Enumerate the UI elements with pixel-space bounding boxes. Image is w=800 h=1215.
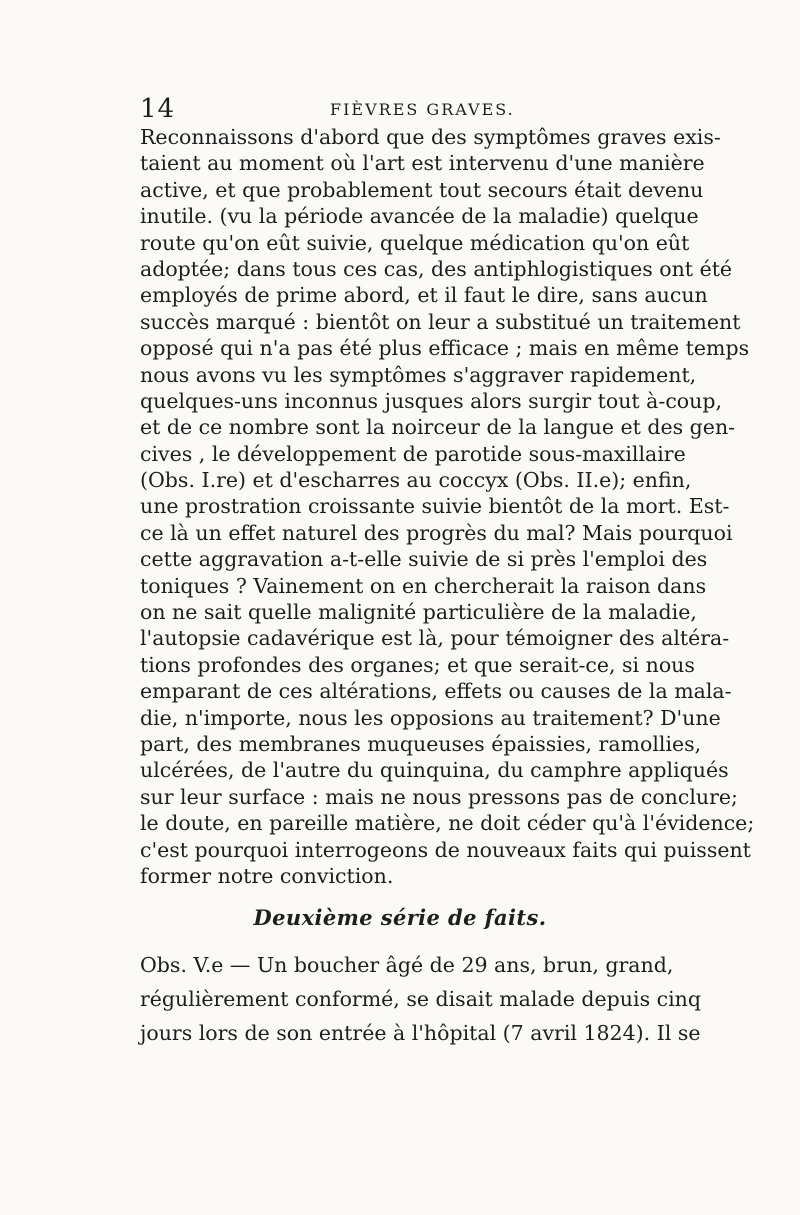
text-line: et de ce nombre sont la noirceur de la langue et des gen- [140,415,736,440]
page-header [140,94,660,128]
text-line: ulcérées, de l'autre du quinquina, du camphre appliqués [140,758,729,783]
text-line: adoptée; dans tous ces cas, des antiphlogistiques ont été [140,256,733,281]
text-line: sur leur surface : mais ne nous pressons pas de conclure; [140,784,738,809]
text-line: nous avons vu les symptômes s'aggraver rapidement, [140,362,697,387]
text-line: cives , le développement de parotide sous-maxillaire [140,441,686,466]
text-line: active, et que probablement tout secours était devenu [140,177,704,202]
text-line: inutile. (vu la période avancée de la maladie) quelque [140,204,699,229]
text-line: c'est pourquoi interrogeons de nouveaux faits qui puissent [140,837,751,862]
running-head: FIÈVRES GRAVES. [330,100,515,119]
section-title: Deuxième série de faits. [253,905,547,930]
text-line: jours lors de son entrée à l'hôpital (7 avril 1824). Il se [140,1021,701,1045]
main-paragraph [140,124,755,889]
text-line: employés de prime abord, et il faut le dire, sans aucun [140,283,708,308]
text-line: former notre conviction. [140,863,394,888]
text-line: toniques ? Vainement on en chercherait la raison dans [140,573,707,598]
text-line: quelques-uns inconnus jusques alors surgir tout à-coup, [140,388,722,413]
text-line: tions profondes des organes; et que serait-ce, si nous [140,652,695,677]
text-line: régulièrement conformé, se disait malade depuis cinq [140,987,701,1011]
text-line: l'autopsie cadavérique est là, pour témoigner des altéra- [140,626,730,651]
text-line: emparant de ces altérations, effets ou causes de la mala- [140,679,732,704]
text-line: Reconnaissons d'abord que des symptômes graves exis- [140,125,721,149]
text-line: une prostration croissante suivie bientôt de la mort. Est- [140,494,730,519]
text-line: route qu'on eût suivie, quelque médication qu'on eût [140,230,690,255]
text-line: ce là un effet naturel des progrès du mal? Mais pourquoi [140,520,733,545]
text-line: die, n'importe, nous les opposions au traitement? D'une [140,705,721,730]
text-line: opposé qui n'a pas été plus efficace ; mais en même temps [140,336,750,361]
text-line: Obs. V.e — Un boucher âgé de 29 ans, brun, grand, [140,953,674,977]
observation-paragraph [140,948,701,1050]
text-line: taient au moment où l'art est intervenu d'une manière [140,151,705,176]
page-number: 14 [140,94,176,124]
text-line: le doute, en pareille matière, ne doit céder qu'à l'évidence; [140,811,755,836]
text-line: cette aggravation a-t-elle suivie de si près l'emploi des [140,547,708,572]
text-line: succès marqué : bientôt on leur a substitué un traitement [140,309,741,334]
text-line: part, des membranes muqueuses épaissies, ramollies, [140,731,702,756]
text-line: on ne sait quelle malignité particulière de la maladie, [140,600,697,625]
text-line: (Obs. I.re) et d'escharres au coccyx (Obs. II.e); enfin, [140,468,692,493]
